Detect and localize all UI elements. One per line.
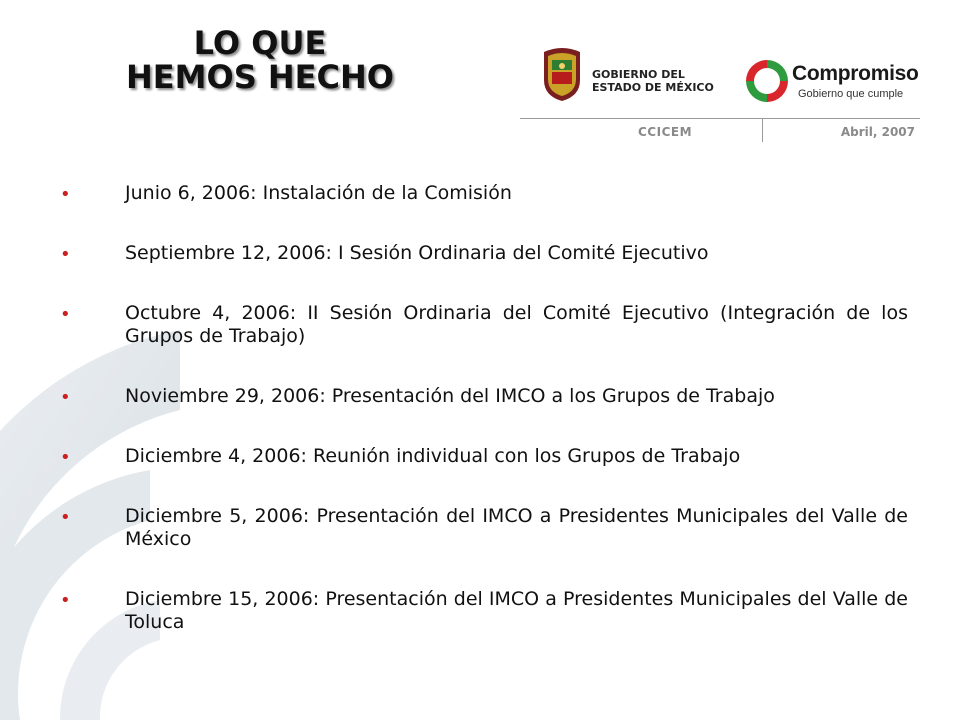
header-block [520,40,925,150]
compromiso-slogan: Gobierno que cumple [798,88,904,100]
compromiso-swirl-icon [742,56,792,106]
state-shield-icon [540,46,584,102]
list-item [60,588,908,634]
list-item [60,242,908,265]
list-item [60,302,908,348]
bullet-icon: • [60,244,71,265]
gov-logo-line-2: ESTADO DE MÉXICO [592,81,714,94]
bullet-icon: • [60,447,71,468]
title-line-1: LO QUE [193,24,327,62]
bullet-text: Junio 6, 2006: Instalación de la Comisión [125,182,512,204]
bullet-text: Noviembre 29, 2006: Presentación del IMCO a los Grupos de Trabajo [125,385,775,407]
date-label: Abril, 2007 [840,125,915,139]
bullet-text: Diciembre 4, 2006: Reunión individual con los Grupos de Trabajo [125,445,741,467]
gov-logo-line-1: GOBIERNO DEL [592,68,685,81]
bullet-text: Diciembre 5, 2006: Presentación del IMCO a Presidentes Municipales del Valle de México [125,505,908,550]
bullet-icon: • [60,304,71,325]
compromiso-name: Compromiso [792,62,919,85]
bullet-icon: • [60,387,71,408]
bullet-icon: • [60,507,71,528]
list-item [60,445,908,468]
bullet-list [60,182,908,634]
list-item [60,385,908,408]
gov-logo-text [592,68,714,94]
header-divider [762,118,763,142]
bullet-text: Diciembre 15, 2006: Presentación del IMCO a Presidentes Municipales del Valle de Toluca [125,588,908,633]
bullet-icon: • [60,590,71,611]
title-line-2: HEMOS HECHO [126,58,394,96]
organization-label: CCICEM [637,125,693,139]
bullet-text: Septiembre 12, 2006: I Sesión Ordinaria del Comité Ejecutivo [125,242,709,264]
list-item [60,182,908,205]
list-item [60,505,908,551]
bullet-text: Octubre 4, 2006: II Sesión Ordinaria del Comité Ejecutivo (Integración de los Grupos de Trabajo) [125,302,908,347]
bullet-icon: • [60,184,71,205]
header-rule [520,118,920,119]
slide-title [110,26,410,94]
